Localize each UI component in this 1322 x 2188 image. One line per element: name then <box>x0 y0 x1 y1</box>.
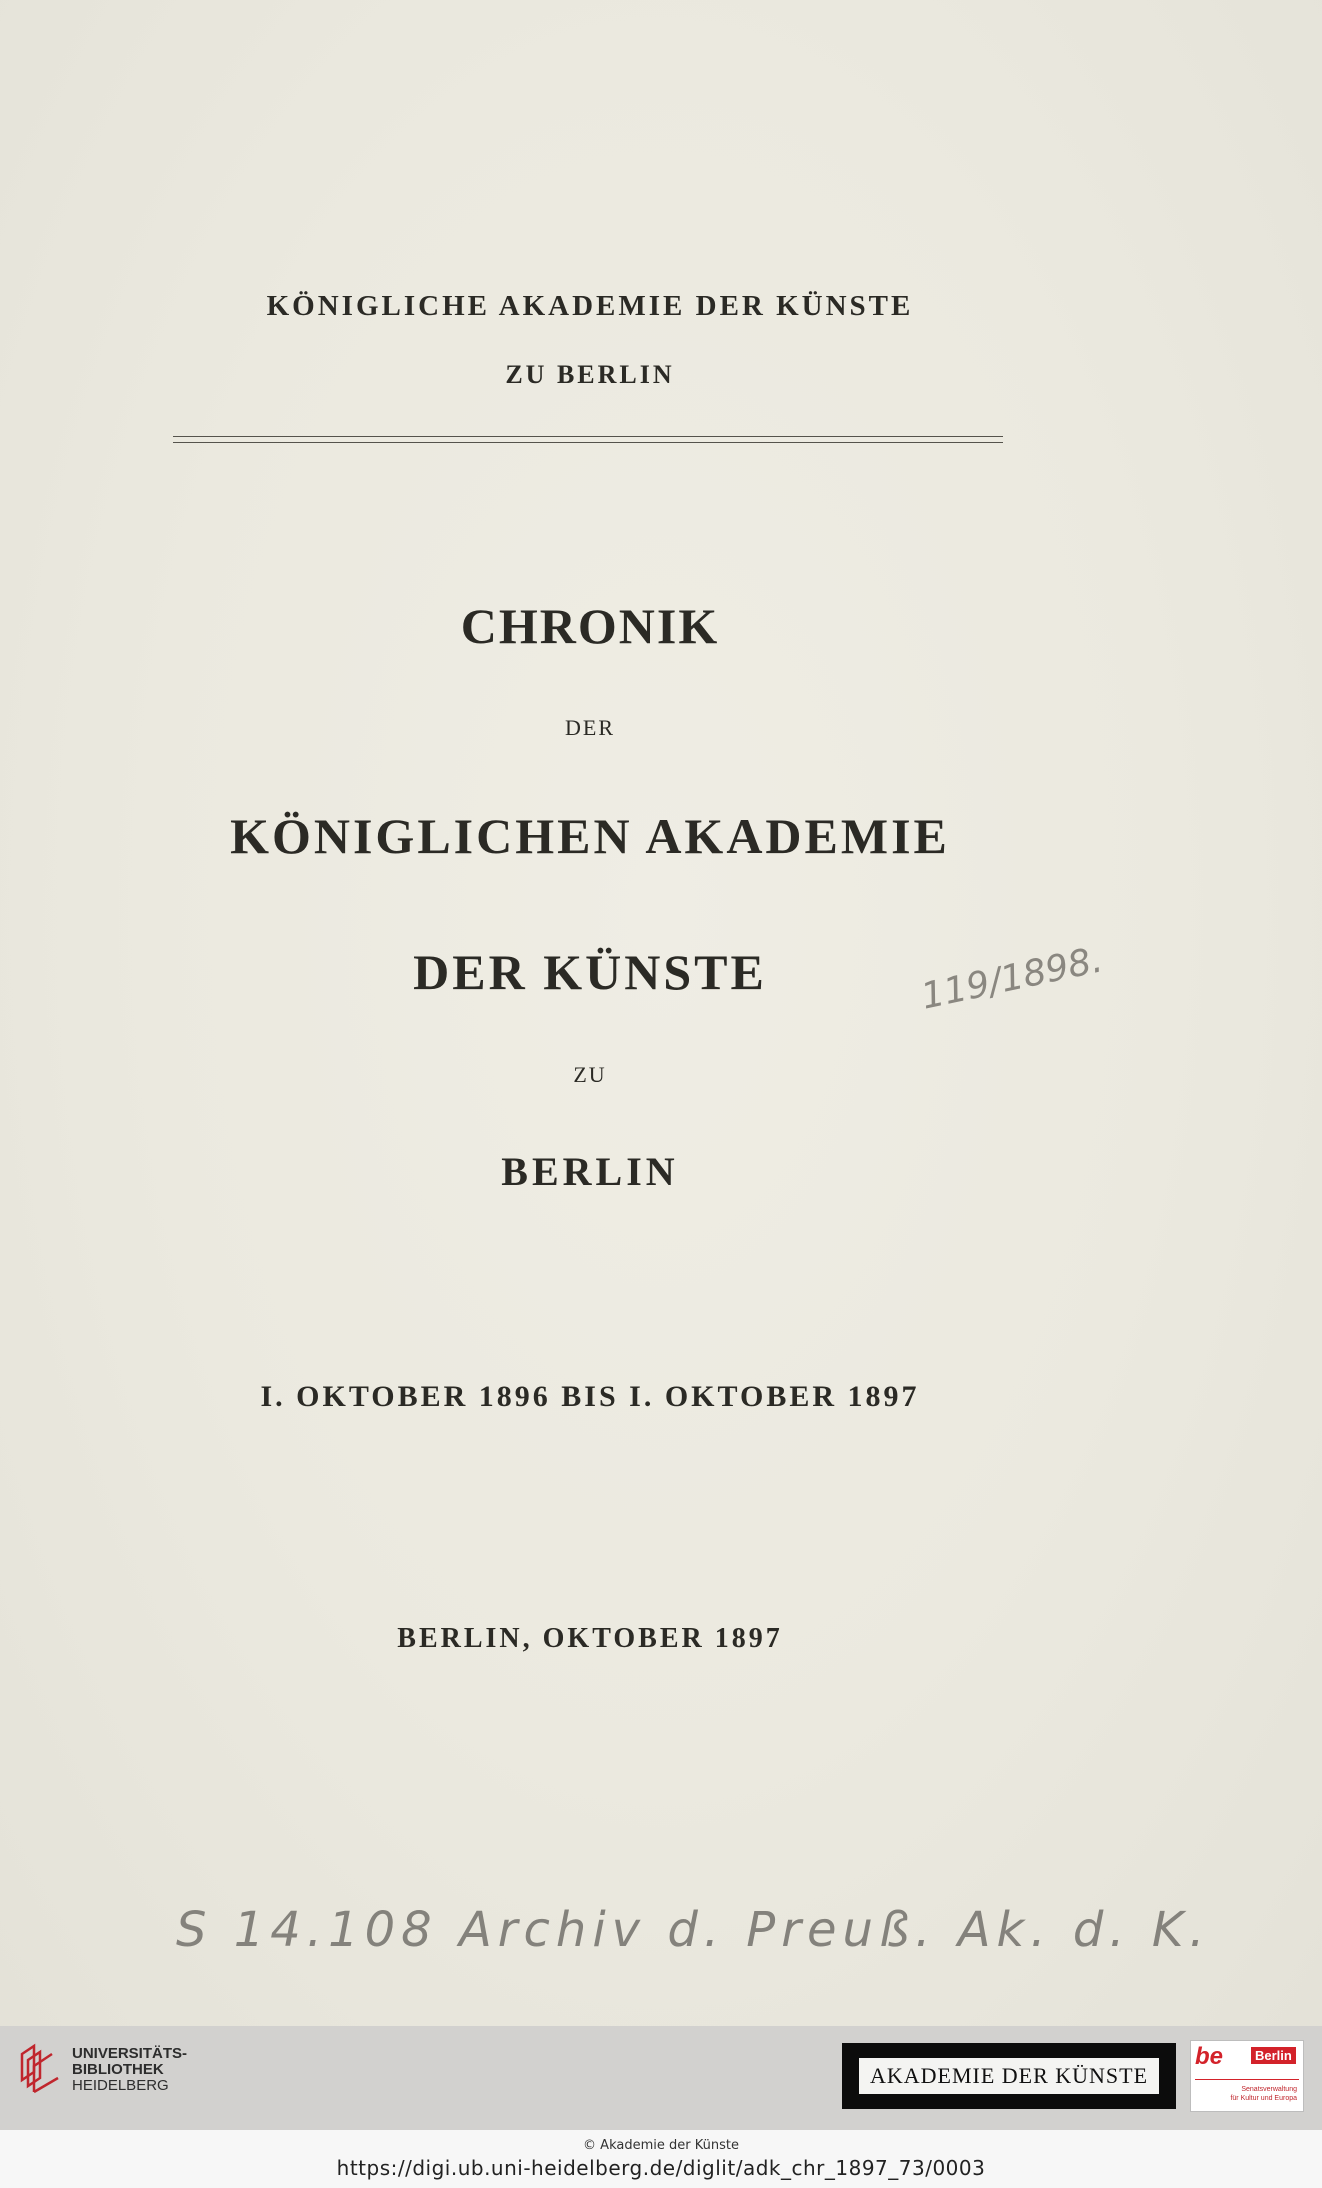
berlin-dept-line-2: für Kultur und Europa <box>1230 2095 1297 2102</box>
title-chronik: CHRONIK <box>460 598 720 654</box>
pencil-inventory-number: 119/1898. <box>917 939 1107 1018</box>
ub-wordmark-line-2: BIBLIOTHEK <box>72 2061 164 2078</box>
title-zu: ZU <box>573 1062 607 1087</box>
berlin-senate-logo[interactable] <box>1190 2040 1304 2112</box>
berlin-department-text <box>1191 2085 1301 2103</box>
double-rule-divider <box>173 436 1003 443</box>
title-koeniglichen-akademie: KÖNIGLICHEN AKADEMIE <box>230 808 950 864</box>
page-header-line-2: ZU BERLIN <box>505 360 675 389</box>
pencil-shelfmark-note: S 14.108 Archiv d. Preuß. Ak. d. K. <box>176 1902 1211 1958</box>
copyright-notice: © Akademie der Künste <box>583 2138 739 2153</box>
title-der: DER <box>565 715 615 740</box>
ub-wordmark-line-3: HEIDELBERG <box>72 2077 169 2094</box>
ub-wordmark-line-1: UNIVERSITÄTS- <box>72 2045 188 2062</box>
adk-logo-text: AKADEMIE DER KÜNSTE <box>859 2058 1159 2094</box>
imprint-line: BERLIN, OKTOBER 1897 <box>397 1623 783 1654</box>
berlin-be-mark: be <box>1195 2043 1224 2070</box>
ub-heidelberg-wordmark[interactable] <box>72 2046 187 2094</box>
title-berlin: BERLIN <box>501 1149 679 1194</box>
permalink-url[interactable]: https://digi.ub.uni-heidelberg.de/diglit/adk_chr_1897_73/0003 <box>336 2156 986 2180</box>
page-header-line-1: KÖNIGLICHE AKADEMIE DER KÜNSTE <box>266 290 914 322</box>
akademie-der-kuenste-logo[interactable] <box>842 2043 1176 2109</box>
berlin-logo-divider <box>1195 2079 1299 2080</box>
ub-heidelberg-logo-icon[interactable] <box>14 2040 64 2104</box>
title-der-kuenste: DER KÜNSTE <box>413 944 767 1000</box>
berlin-word-mark: Berlin <box>1251 2047 1296 2064</box>
berlin-dept-line-1: Senatsverwaltung <box>1241 2086 1297 2093</box>
period-line: I. OKTOBER 1896 BIS I. OKTOBER 1897 <box>260 1380 920 1413</box>
